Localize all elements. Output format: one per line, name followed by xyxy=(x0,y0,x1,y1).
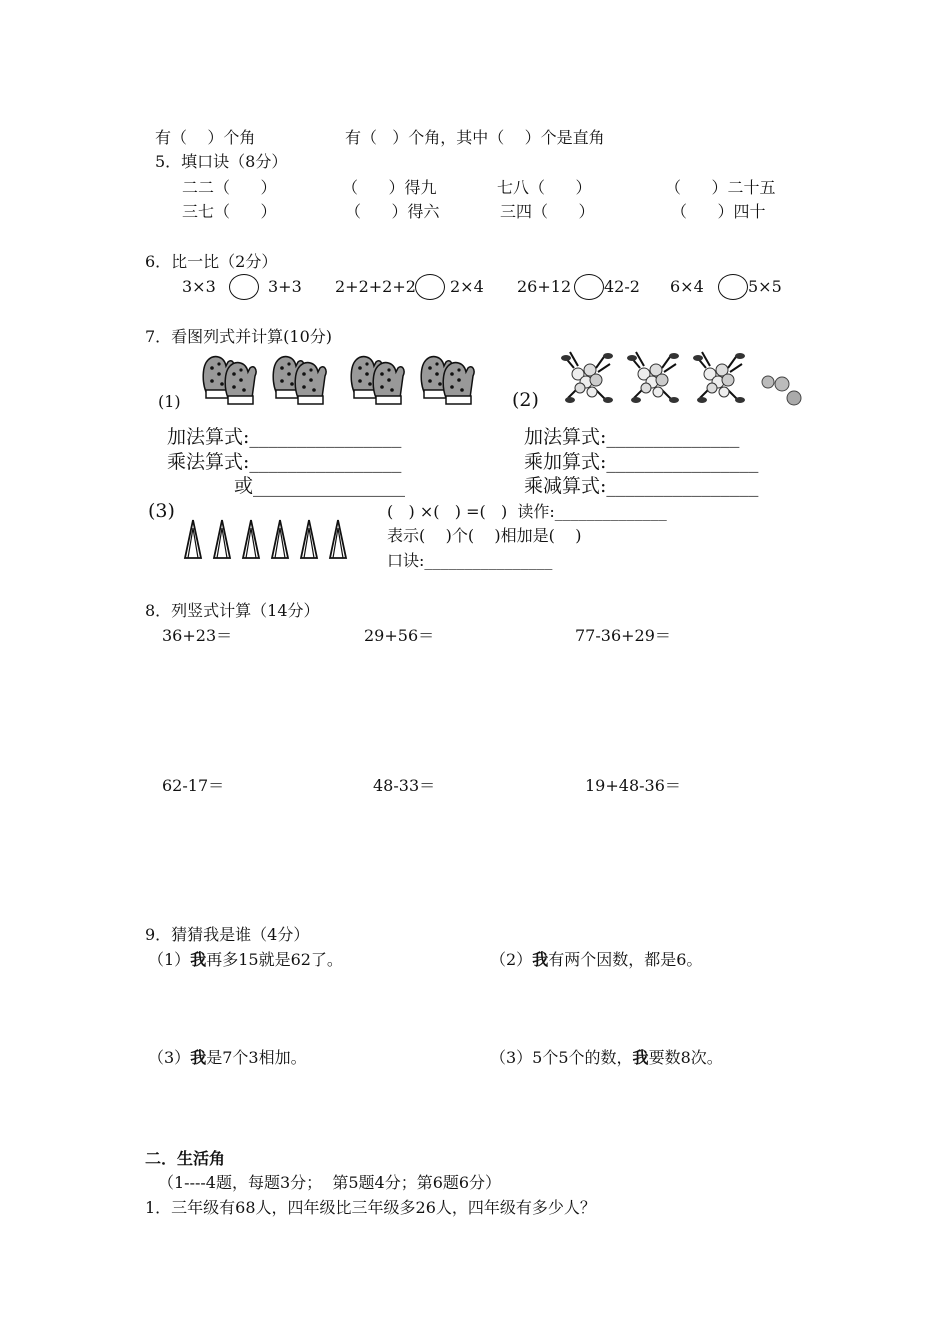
q9-item2-prefix: （2） xyxy=(490,950,533,969)
q9-item2 xyxy=(490,950,702,970)
fruit-bunches-image xyxy=(562,348,812,410)
q7-p2-line2: 乘加算式:________________ xyxy=(524,451,759,473)
mittens-image xyxy=(200,352,480,408)
q8-r2-c2: 48-33＝ xyxy=(373,776,436,795)
q7-p3-line1: ( ) ×( ) =( ) 读作:______________ xyxy=(387,502,667,521)
q4-left-text: 有（ ）个角 xyxy=(155,128,256,147)
q9-item3-bold: 我 xyxy=(190,1048,207,1067)
q6-item1-left: 3×3 xyxy=(182,277,216,296)
q6-item3-left: 26+12 xyxy=(517,277,572,296)
q7-p2-label: (2) xyxy=(512,389,539,411)
q6-item2-left: 2+2+2+2 xyxy=(335,277,416,296)
q7-p3-label: (3) xyxy=(148,500,175,522)
q9-item3 xyxy=(148,1048,307,1068)
q9-item2-bold: 我 xyxy=(532,950,549,969)
q7-p3-line3: 口诀:________________ xyxy=(387,551,553,570)
q7-title: 7．看图列式并计算(10分) xyxy=(145,327,333,346)
q6-item3-right: 42-2 xyxy=(604,277,640,296)
q8-r1-c2: 29+56＝ xyxy=(364,626,435,645)
q5-r1-c1: 二二（ ） xyxy=(182,178,277,197)
q9-item3-prefix: （3） xyxy=(148,1048,191,1067)
q8-r1-c3: 77-36+29＝ xyxy=(575,626,671,645)
q4-right-text: 有（ ）个角，其中（ ）个是直角 xyxy=(345,128,605,147)
q5-r2-c1: 三七（ ） xyxy=(182,202,277,221)
q9-item1 xyxy=(148,950,343,970)
compare-circle-2[interactable] xyxy=(415,274,445,300)
q9-title: 9．猜猜我是谁（4分） xyxy=(145,925,310,944)
q7-p1-line2: 乘法算式:________________ xyxy=(167,451,402,473)
q6-item4-left: 6×4 xyxy=(670,277,704,296)
q7-p3-line2: 表示( )个( )相加是( ) xyxy=(387,526,582,545)
q5-r1-c3: 七八（ ） xyxy=(497,178,592,197)
q5-r1-c4: （ ）二十五 xyxy=(665,178,776,197)
q8-title: 8．列竖式计算（14分） xyxy=(145,601,320,620)
q7-p2-line1: 加法算式:______________ xyxy=(524,426,740,448)
q9-item1-rest: 再多15就是62了。 xyxy=(206,950,343,969)
compare-circle-4[interactable] xyxy=(718,274,748,300)
q6-item4-right: 5×5 xyxy=(748,277,782,296)
compare-circle-1[interactable] xyxy=(229,274,259,300)
q5-r2-c2: （ ）得六 xyxy=(345,202,440,221)
section2-note: （1----4题，每题3分； 第5题4分；第6题6分） xyxy=(158,1173,502,1192)
q9-item4-bold: 我 xyxy=(632,1048,649,1067)
q9-item1-prefix: （1） xyxy=(148,950,191,969)
q6-title: 6．比一比（2分） xyxy=(145,252,278,271)
q9-item4 xyxy=(490,1048,723,1068)
q9-item4-rest: 要数8次。 xyxy=(648,1048,723,1067)
q9-item1-bold: 我 xyxy=(190,950,207,969)
q5-r2-c3: 三四（ ） xyxy=(500,202,595,221)
q8-r1-c1: 36+23＝ xyxy=(162,626,233,645)
section2-q1: 1．三年级有68人，四年级比三年级多26人，四年级有多少人？ xyxy=(145,1198,596,1217)
section2-title: 二．生活角 xyxy=(145,1149,226,1168)
q5-r2-c4: （ ）四十 xyxy=(671,202,766,221)
q6-item1-right: 3+3 xyxy=(268,277,302,296)
q7-p2-line3: 乘减算式:________________ xyxy=(524,475,759,497)
q8-r2-c3: 19+48-36＝ xyxy=(585,776,681,795)
triangles-image xyxy=(182,518,354,562)
q7-p1-label: (1) xyxy=(158,392,181,411)
q7-p1-line3: 或________________ xyxy=(234,475,406,497)
q8-r2-c1: 62-17＝ xyxy=(162,776,225,795)
compare-circle-3[interactable] xyxy=(574,274,604,300)
q6-item2-right: 2×4 xyxy=(450,277,484,296)
q5-r1-c2: （ ）得九 xyxy=(342,178,437,197)
q9-item4-prefix: （3）5个5个的数， xyxy=(490,1048,633,1067)
q9-item3-rest: 是7个3相加。 xyxy=(206,1048,307,1067)
q9-item2-rest: 有两个因数，都是6。 xyxy=(548,950,703,969)
q7-p1-line1: 加法算式:________________ xyxy=(167,426,402,448)
q5-title: 5．填口诀（8分） xyxy=(155,152,288,171)
